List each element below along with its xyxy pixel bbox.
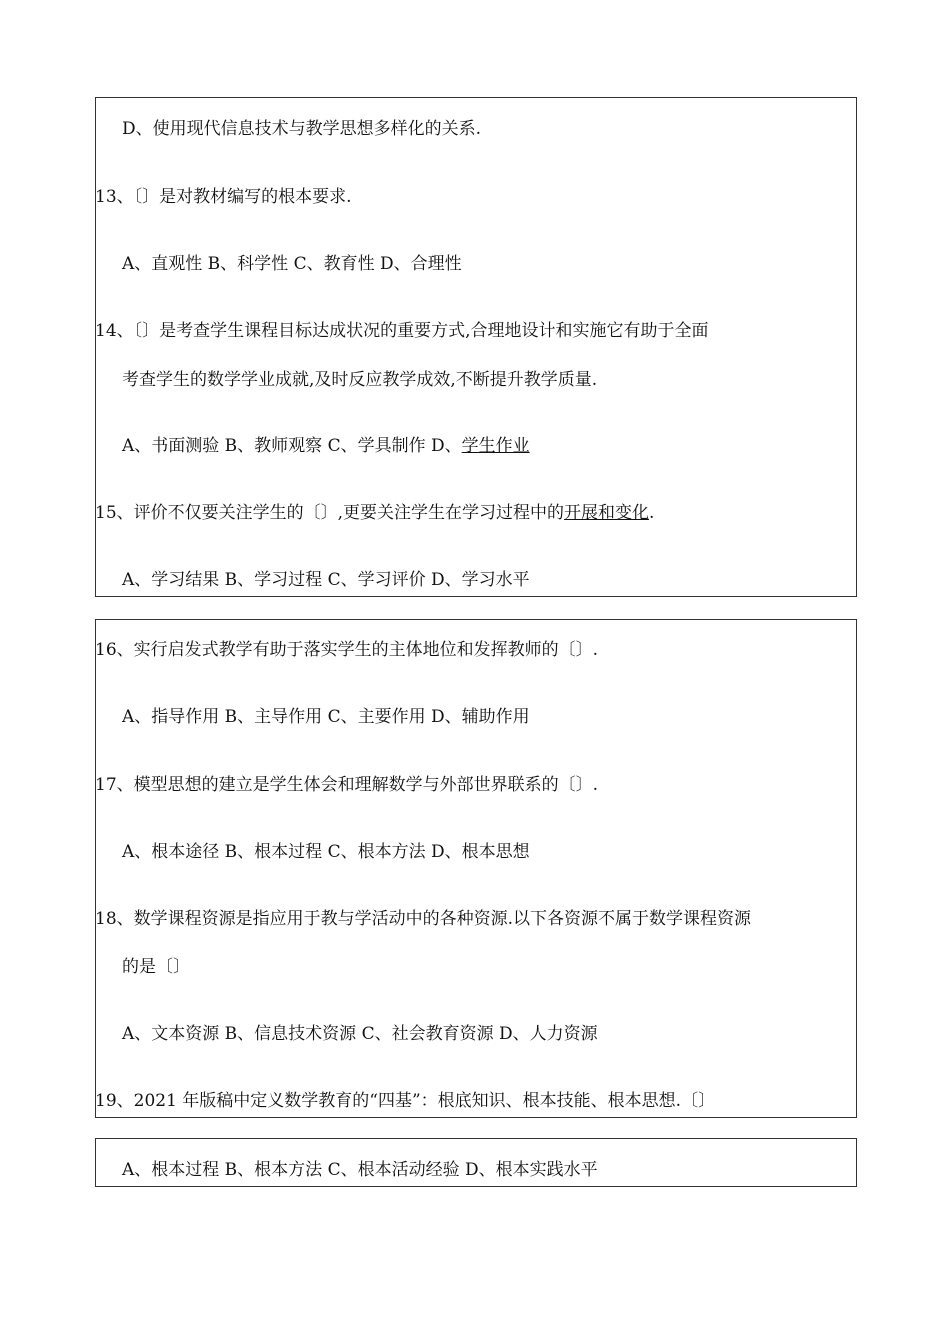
question-15-text: 15、评价不仅要关注学生的〔〕,更要关注学生在学习过程中的 — [95, 503, 565, 523]
question-18-line-1: 18、数学课程资源是指应用于教与学活动中的各种资源.以下各资源不属于数学课程资源 — [95, 909, 752, 929]
question-14-line-1: 14、〔〕是考查学生课程目标达成状况的重要方式,合理地设计和实施它有助于全面 — [95, 321, 709, 341]
q19-options: A、根本过程 B、根本方法 C、根本活动经验 D、根本实践水平 — [122, 1160, 598, 1180]
q18-options: A、文本资源 B、信息技术资源 C、社会教育资源 D、人力资源 — [122, 1024, 598, 1044]
question-15-end: . — [649, 503, 655, 523]
question-16: 16、实行启发式教学有助于落实学生的主体地位和发挥教师的〔〕. — [95, 640, 599, 660]
q17-options: A、根本途径 B、根本过程 C、根本方法 D、根本思想 — [122, 842, 530, 862]
q12-option-d: D、使用现代信息技术与教学思想多样化的关系. — [122, 119, 482, 139]
question-18-line-2: 的是〔〕 — [122, 957, 190, 977]
q13-options: A、直观性 B、科学性 C、教育性 D、合理性 — [122, 254, 462, 274]
q14-options-text: A、书面测验 B、教师观察 C、学具制作 D、 — [122, 436, 462, 456]
question-13: 13、〔〕是对教材编写的根本要求. — [95, 187, 352, 207]
q14-options — [122, 435, 530, 457]
q14-option-d-underlined: 学生作业 — [461, 436, 530, 456]
question-15 — [95, 502, 654, 524]
question-19: 19、2021 年版稿中定义数学教育的“四基”：根底知识、根本技能、根本思想.〔〕 — [95, 1091, 716, 1111]
q16-options: A、指导作用 B、主导作用 C、主要作用 D、辅助作用 — [122, 707, 530, 727]
question-15-underlined: 开展和变化 — [564, 503, 650, 523]
q15-options: A、学习结果 B、学习过程 C、学习评价 D、学习水平 — [122, 570, 530, 590]
question-17: 17、模型思想的建立是学生体会和理解数学与外部世界联系的〔〕. — [95, 775, 599, 795]
question-14-line-2: 考查学生的数学学业成就,及时反应教学成效,不断提升教学质量. — [122, 370, 598, 390]
